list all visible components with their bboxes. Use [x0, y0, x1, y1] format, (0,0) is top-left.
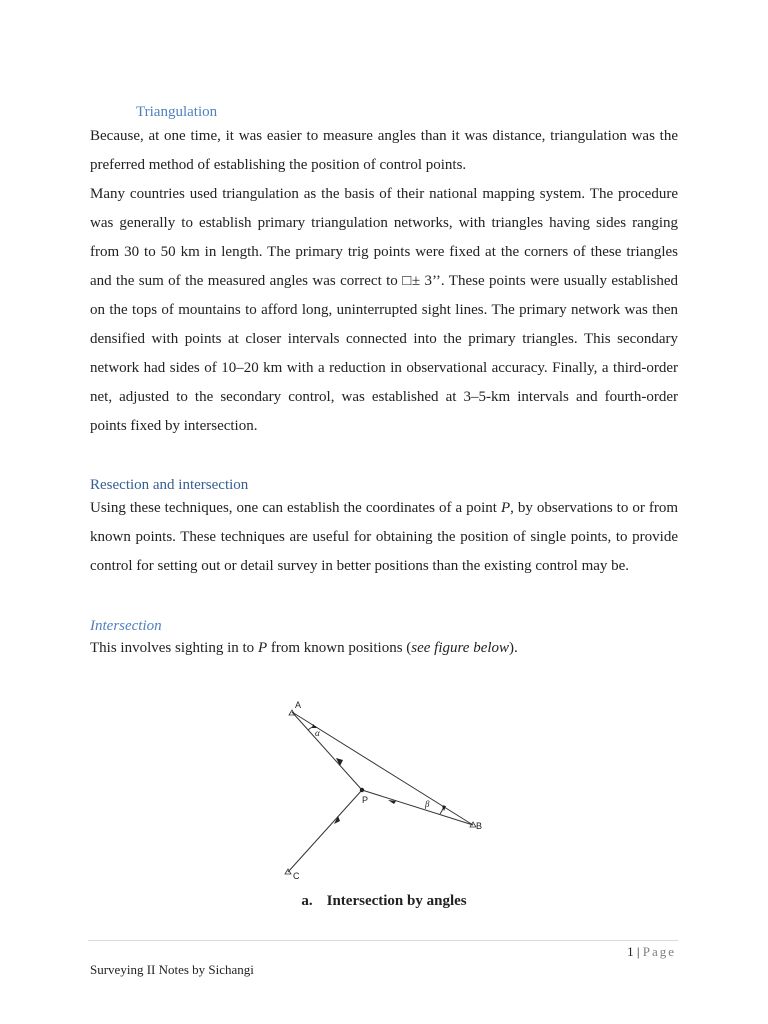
point-p-label: P [500, 500, 511, 516]
resection-text-before: Using these techniques, one can establish the coordinates of a point [90, 500, 501, 516]
footer-divider [88, 940, 678, 941]
label-a: A [295, 700, 302, 710]
intersection-text-middle: from known positions ( [267, 640, 412, 656]
resection-text-after: , by observations to or from known points. These techniques are useful for obtaining the position of single points, to provide control for setting out or detail survey in better positions than the existing control may be. [90, 500, 679, 574]
paragraph-intersection [90, 634, 678, 663]
label-b: B [476, 821, 483, 831]
heading-intersection: Intersection [90, 618, 162, 634]
intersection-text-after: ). [509, 640, 518, 656]
intersection-diagram [270, 694, 500, 886]
caption-number: a. [301, 893, 313, 909]
paragraph-resection [90, 494, 678, 581]
line-a-p [292, 712, 362, 790]
intersection-text-before: This involves sighting in to [90, 640, 258, 656]
heading-triangulation: Triangulation [136, 104, 218, 120]
intersection-p-label: P [257, 640, 268, 656]
paragraph-triangulation-networks: Many countries used triangulation as the basis of their national mapping system. The procedure was generally to establish primary triangulation networks, with triangles having sides ranging from 30 to 50 km in length. The primary trig points were fixed at the corners of these triangles and the sum of the measured angles was correct to □± 3’’. These points were usually established on the tops of mountains to afford long, uninterrupted sight lines. The primary network was then densified with points at closer intervals connected into the primary triangles. This secondary network had sides of 10–20 km with a reduction in observational accuracy. Finally, a third-order net, adjusted to the secondary control, was established at 3–5-km intervals and fourth-order points fixed by intersection. [90, 186, 678, 434]
page-number-block [627, 944, 676, 960]
label-c: C [293, 871, 300, 881]
line-c-p [288, 790, 362, 872]
point-p-marker [360, 788, 364, 792]
caption-text: Intersection by angles [326, 893, 467, 909]
page-separator: | [636, 944, 640, 959]
heading-resection-intersection: Resection and intersection [90, 477, 249, 493]
figure-caption [0, 893, 768, 910]
see-figure-link-text: see figure below [411, 640, 510, 656]
line-p-b [362, 790, 473, 825]
page-number: 1 [627, 944, 634, 959]
label-beta: β [425, 799, 430, 809]
footer-note: Surveying II Notes by Sichangi [90, 962, 254, 977]
page-word: Page [642, 944, 676, 959]
paragraph-triangulation-intro: Because, at one time, it was easier to measure angles than it was distance, triangulation was the preferred method of establishing the position of control points. [90, 128, 678, 173]
label-alpha: α [315, 728, 320, 738]
label-p: P [362, 795, 369, 805]
